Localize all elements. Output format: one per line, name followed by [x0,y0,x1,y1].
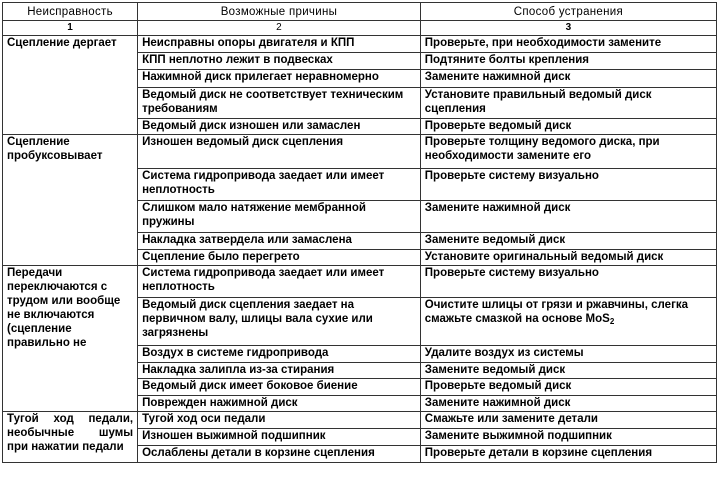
table-row [3,36,717,53]
cause-cell: КПП неплотно лежит в подвесках [138,53,421,70]
remedy-cell: Проверьте систему визуально [420,169,716,201]
cause-cell: Ослаблены детали в корзине сцепления [138,446,421,463]
remedy-cell: Проверьте систему визуально [420,266,716,298]
cause-cell: Накладка залипла из-за стирания [138,363,421,379]
cause-cell: Ведомый диск сцепления заедает на первичном валу, шлицы вала сухие или загрязнены [138,298,421,346]
cause-cell: Неисправны опоры двигателя и КПП [138,36,421,53]
remedy-cell: Установите правильный ведомый диск сцепления [420,88,716,119]
table-row [3,412,717,429]
fault-cell: Сцепление дергает [3,36,138,135]
remedy-cell [420,298,716,346]
column-number-1: 1 [3,21,138,36]
troubleshooting-table [2,2,717,463]
cause-cell: Система гидропривода заедает или имеет неплотность [138,169,421,201]
header-causes: Возможные причины [138,3,421,21]
cause-cell: Тугой ход оси педали [138,412,421,429]
remedy-cell: Замените нажимной диск [420,70,716,88]
header-fault: Неисправность [3,3,138,21]
cause-cell: Слишком мало натяжение мембранной пружины [138,201,421,233]
remedy-text: Очистите шлицы от грязи и ржавчины, слегка смажьте смазкой на основе MoS [424,299,689,325]
cause-cell: Изношен выжимной подшипник [138,429,421,446]
remedy-cell: Проверьте толщину ведомого диска, при необходимости замените его [420,135,716,169]
remedy-cell: Проверьте детали в корзине сцепления [420,446,716,463]
remedy-cell: Проверьте, при необходимости замените [420,36,716,53]
remedy-cell: Замените выжимной подшипник [420,429,716,446]
column-number-row [3,21,717,36]
cause-cell: Воздух в системе гидропривода [138,346,421,363]
remedy-cell: Замените нажимной диск [420,396,716,412]
table-row [3,135,717,169]
remedy-cell: Удалите воздух из системы [420,346,716,363]
remedy-cell: Установите оригинальный ведомый диск [420,250,716,266]
cause-cell: Нажимной диск прилегает неравномерно [138,70,421,88]
remedy-cell: Замените ведомый диск [420,363,716,379]
cause-cell: Поврежден нажимной диск [138,396,421,412]
remedy-cell: Замените нажимной диск [420,201,716,233]
cause-cell: Ведомый диск изношен или замаслен [138,119,421,135]
cause-cell: Ведомый диск не соответствует техническим требованиям [138,88,421,119]
fault-cell: Передачи переключаются с трудом или вообще не включаются (сцепление правильно не [3,266,138,412]
cause-cell: Система гидропривода заедает или имеет неплотность [138,266,421,298]
cause-cell: Накладка затвердела или замаслена [138,233,421,250]
column-number-2: 2 [138,21,421,36]
remedy-cell: Смажьте или замените детали [420,412,716,429]
cause-cell: Ведомый диск имеет боковое биение [138,379,421,396]
column-number-3: 3 [420,21,716,36]
subscript-2: 2 [609,317,615,326]
fault-cell: Тугой ход педали, необычные шумы при нажатии педали [3,412,138,463]
remedy-cell: Замените ведомый диск [420,233,716,250]
remedy-cell: Подтяните болты крепления [420,53,716,70]
cause-cell: Изношен ведомый диск сцепления [138,135,421,169]
remedy-cell: Проверьте ведомый диск [420,119,716,135]
cause-cell: Сцепление было перегрето [138,250,421,266]
header-row [3,3,717,21]
table-row [3,266,717,298]
remedy-cell: Проверьте ведомый диск [420,379,716,396]
header-remedy: Способ устранения [420,3,716,21]
fault-cell: Сцепление пробуксовывает [3,135,138,266]
